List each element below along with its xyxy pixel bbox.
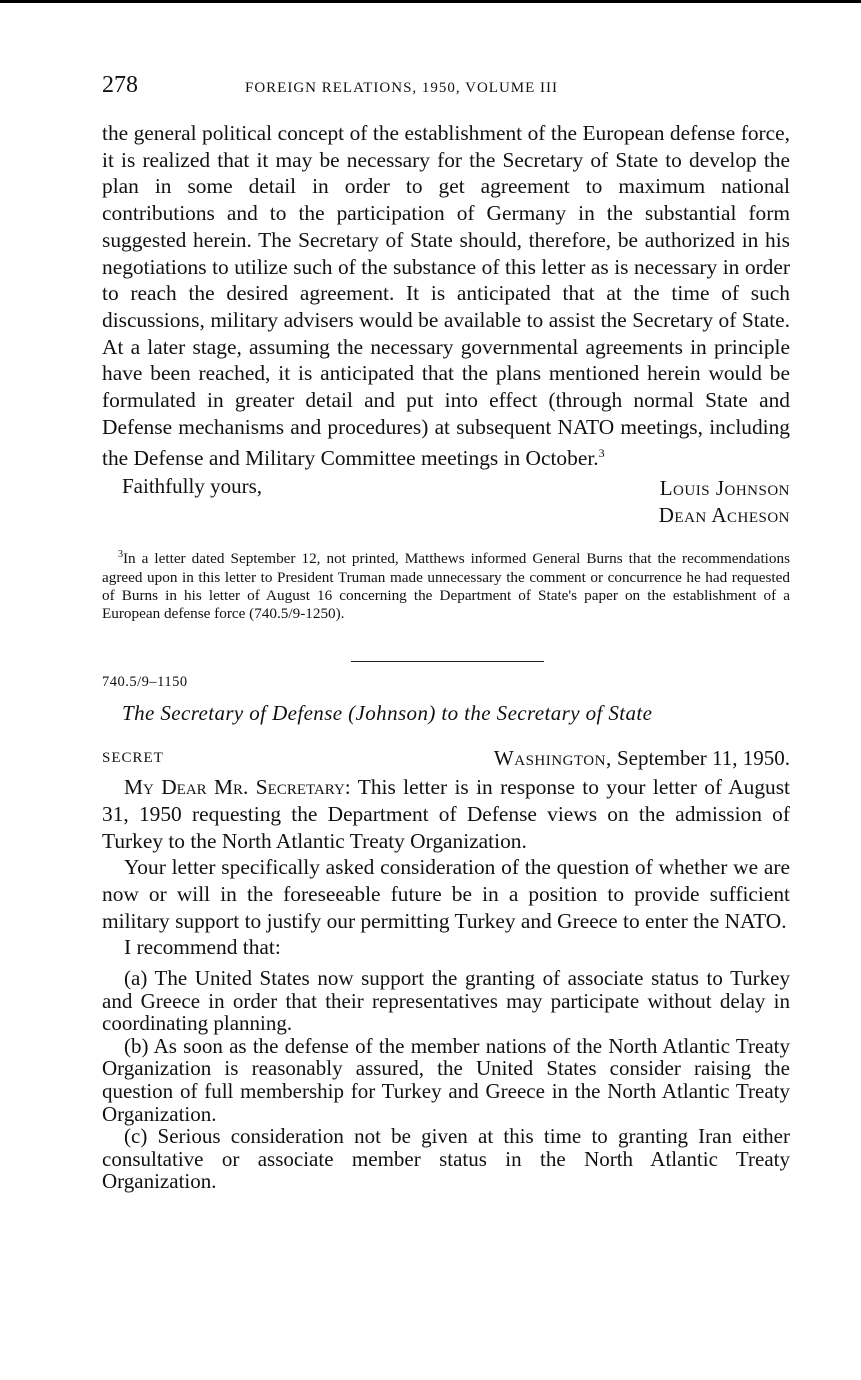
footnote	[102, 546, 790, 623]
section-divider	[351, 661, 544, 662]
recommendation-c: (c) Serious consideration not be given at this time to granting Iran either consultative or associate member status in the North Atlantic Treaty Organization.	[102, 1124, 790, 1194]
signature-johnson: Louis Johnson	[659, 476, 790, 501]
recommend-intro: I recommend that:	[124, 935, 281, 960]
dateline-date: September 11, 1950.	[616, 746, 790, 771]
page-number: 278	[102, 72, 138, 98]
top-border	[0, 0, 861, 3]
classification-dateline	[102, 746, 790, 774]
recommendation-b: (b) As soon as the defense of the member nations of the North Atlantic Treaty Organization is reasonably assured, the United States consider raising the question of full membership for Turkey and Greece in the North Atlantic Treaty Organization.	[102, 1033, 790, 1126]
classification-label: SECRET	[102, 750, 164, 767]
closing-block	[102, 472, 790, 528]
letter-paragraph-2: Your letter specifically asked consideration of the question of whether we are now or will in the foreseeable future be in a position to provide sufficient military support to justify our permitting Turkey and Greece to enter the NATO.	[102, 855, 790, 933]
recommendation-a: (a) The United States now support the granting of associate status to Turkey and Greece in order that their representatives may participate without delay in coordinating planning.	[102, 966, 790, 1036]
running-title: FOREIGN RELATIONS, 1950, VOLUME III	[245, 80, 559, 96]
page	[102, 72, 790, 1193]
salutation: My Dear Mr. Secretary:	[124, 775, 351, 800]
complimentary-close: Faithfully yours,	[122, 474, 262, 499]
document-title: The Secretary of Defense (Johnson) to the Secretary of State	[122, 701, 653, 726]
footnote-marker: 3	[118, 549, 123, 561]
letter-paragraph-1-text: This letter is in response to your letter of August 31, 1950 requesting the Department of Defense views on the admission of Turkey to the North Atlantic Treaty Organization.	[102, 775, 791, 853]
footnote-text: In a letter dated September 12, not printed, Matthews informed General Burns that the recommendations agreed upon in this letter to President Truman made unnecessary the comment or concurrence he had requested of Burns in his letter of August 16 concerning the Department of State's paper on the establishment of a European defense force (740.5/9-1250).	[102, 550, 790, 622]
continued-paragraph	[102, 120, 790, 472]
page-header	[102, 72, 790, 102]
dateline	[494, 746, 790, 771]
file-number: 740.5/9–1150	[102, 674, 188, 691]
dateline-place: Washington,	[493, 746, 612, 771]
footnote-reference: 3	[598, 446, 605, 461]
letter-paragraph-1	[102, 774, 790, 854]
signature-acheson: Dean Acheson	[658, 503, 790, 528]
continued-paragraph-text: the general political concept of the establishment of the European defense force, it is realized that it may be necessary for the Secretary of State to develop the plan in some detail in order to get agreement to maximum national contributions and to the participation of Germany in the substantial form suggested herein. The Secretary of State should, therefore, be authorized in his negotiations to utilize such of the substance of this letter as is necessary in order to reach the desired agreement. It is anticipated that at the time of such discussions, military advisers would be available to assist the Secretary of State. At a later stage, assuming the necessary governmental agreements in principle have been reached, it is anticipated that the plans mentioned herein would be formulated in greater detail and put into effect (through normal State and Defense mechanisms and procedures) at subsequent NATO meetings, including the Defense and Military Committee meetings in October.	[102, 121, 790, 471]
